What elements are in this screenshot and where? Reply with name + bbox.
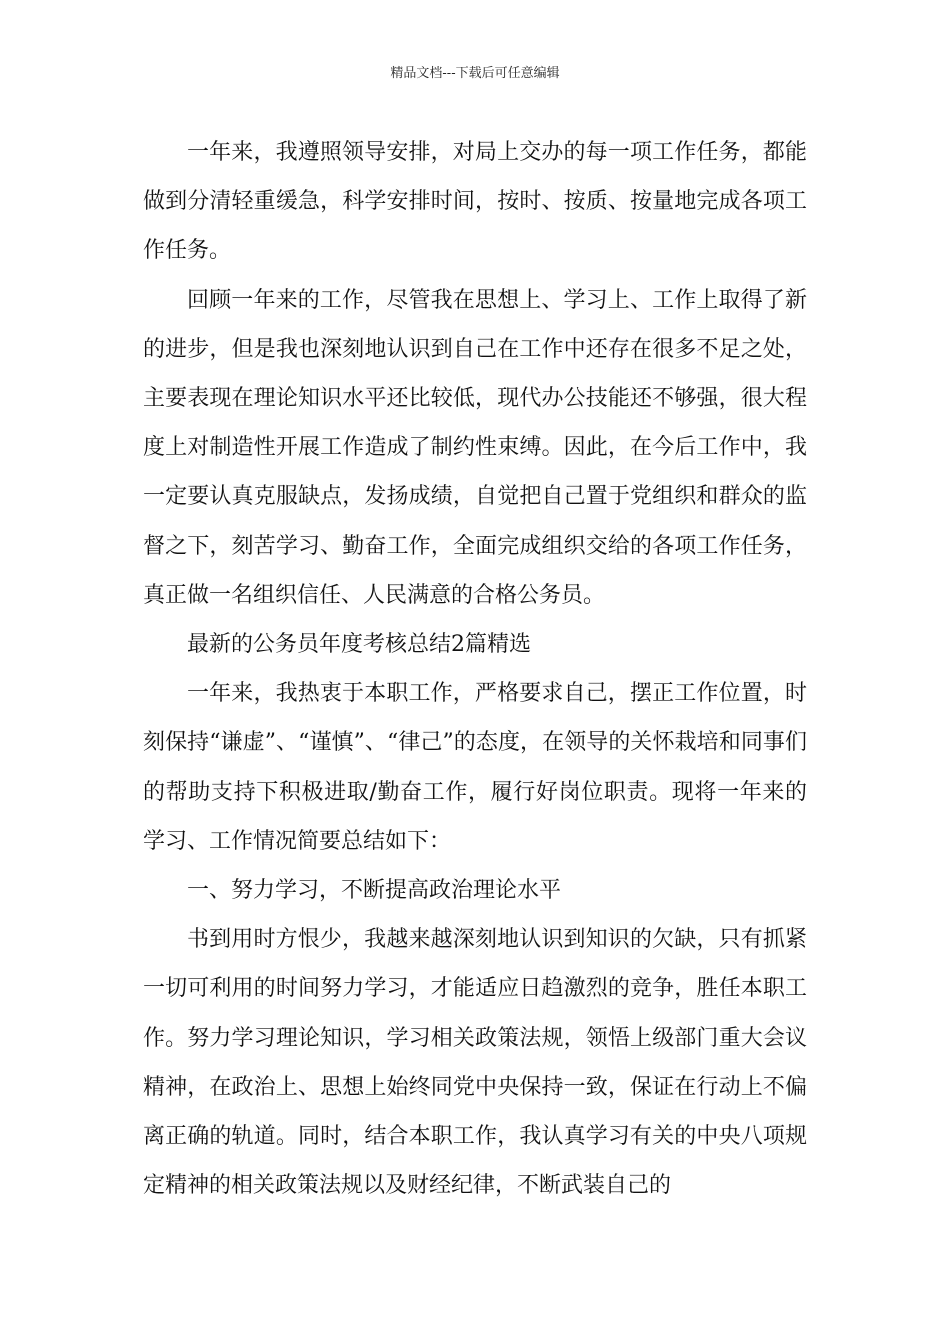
paragraph-review: 回顾一年来的工作，尽管我在思想上、学习上、工作上取得了新的进步，但是我也深刻地认识到自己在工作中还存在很多不足之处，主要表现在理论知识水平还比较低，现代办公技能还不够强，很大程度上对制造性开展工作造成了制约性束缚。因此，在今后工作中，我一定要认真克服缺点，发扬成绩，自觉把自己置于党组织和群众的监督之下，刻苦学习、勤奋工作，全面完成组织交给的各项工作任务，真正做一名组织信任、人民满意的合格公务员。 — [143, 287, 807, 608]
paragraph-work-tasks: 一年来，我遵照领导安排，对局上交办的每一项工作任务，都能做到分清轻重缓急，科学安排时间，按时、按质、按量地完成各项工作任务。 — [143, 140, 807, 264]
document-body — [143, 128, 807, 1210]
section-heading-study: 一、努力学习，不断提高政治理论水平 — [187, 878, 562, 904]
paragraph-intro: 一年来，我热衷于本职工作，严格要求自己，摆正工作位置，时刻保持“谦虚”、“谨慎”、“律己”的态度，在领导的关怀栽培和同事们的帮助支持下积极进取/勤奋工作，履行好岗位职责。现将一年来的学习、工作情况简要总结如下： — [143, 681, 807, 854]
section-title: 最新的公务员年度考核总结2篇精选 — [187, 632, 531, 658]
paragraph-study: 书到用时方恨少，我越来越深刻地认识到知识的欠缺，只有抓紧一切可利用的时间努力学习，才能适应日趋激烈的竞争，胜任本职工作。努力学习理论知识，学习相关政策法规，领悟上级部门重大会议精神，在政治上、思想上始终同党中央保持一致，保证在行动上不偏离正确的轨道。同时，结合本职工作，我认真学习有关的中央八项规定精神的相关政策法规以及财经纪律，不断武装自己的 — [143, 927, 807, 1199]
page-header: 精品文档---下载后可任意编辑 — [390, 66, 560, 81]
